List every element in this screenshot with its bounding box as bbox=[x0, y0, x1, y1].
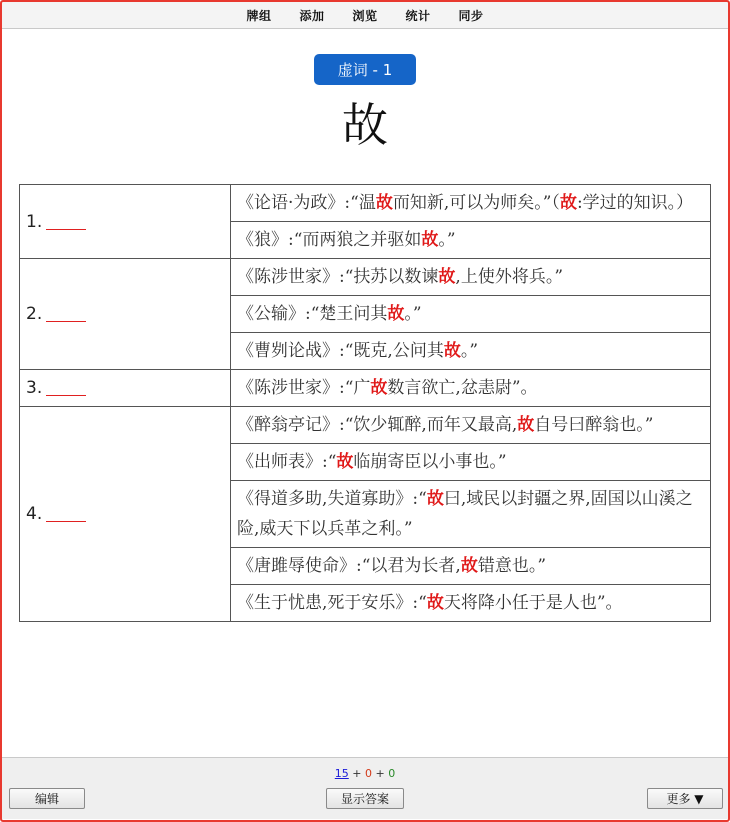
highlighted-word: 故 bbox=[426, 489, 444, 509]
meaning-number: 3. bbox=[26, 378, 43, 398]
highlighted-word: 故 bbox=[421, 230, 439, 250]
highlighted-word: 故 bbox=[387, 304, 405, 324]
nav-sync[interactable]: 同步 bbox=[458, 8, 484, 23]
meaning-number: 4. bbox=[26, 504, 43, 524]
table-row bbox=[20, 370, 711, 407]
sentence-text: 《狼》:“而两狼之并驱如 bbox=[237, 230, 422, 250]
example-sentence bbox=[231, 185, 711, 222]
top-nav-bar bbox=[2, 2, 728, 29]
sentence-text: 《醉翁亭记》:“饮少辄醉,而年又最高, bbox=[237, 415, 518, 435]
highlighted-word: 故 bbox=[559, 193, 577, 213]
sentence-text: 《曹刿论战》:“既克,公问其 bbox=[237, 341, 444, 361]
count-separator: + bbox=[352, 767, 362, 780]
sentence-text: :学过的知识。） bbox=[576, 193, 694, 213]
nav-browse[interactable]: 浏览 bbox=[352, 8, 378, 23]
example-sentence bbox=[231, 333, 711, 370]
example-sentence bbox=[231, 222, 711, 259]
nav-add[interactable]: 添加 bbox=[299, 8, 325, 23]
highlighted-word: 故 bbox=[426, 593, 444, 613]
answer-blank bbox=[46, 521, 86, 522]
sentence-text: 天将降小任于是人也”。 bbox=[443, 593, 623, 613]
sentence-text: 临崩寄臣以小事也。” bbox=[353, 452, 507, 472]
sentence-text: 《论语·为政》:“温 bbox=[237, 193, 376, 213]
count-due: 0 bbox=[388, 767, 396, 780]
count-separator: + bbox=[375, 767, 385, 780]
answer-blank bbox=[46, 229, 86, 230]
example-sentence bbox=[231, 444, 711, 481]
sentence-text: 自号曰醉翁也。” bbox=[534, 415, 654, 435]
meaning-number-cell bbox=[20, 259, 231, 370]
meaning-number-cell bbox=[20, 407, 231, 622]
answer-blank bbox=[46, 395, 86, 396]
sentence-text: 而知新,可以为师矣。”（ bbox=[392, 193, 560, 213]
example-table bbox=[19, 184, 711, 622]
sentence-text: 《得道多助,失道寡助》:“ bbox=[237, 489, 427, 509]
highlighted-word: 故 bbox=[438, 267, 456, 287]
sentence-text: 《出师表》:“ bbox=[237, 452, 337, 472]
count-new[interactable]: 15 bbox=[334, 767, 349, 780]
highlighted-word: 故 bbox=[517, 415, 535, 435]
nav-stats[interactable]: 统计 bbox=[405, 8, 431, 23]
meaning-number: 2. bbox=[26, 304, 43, 324]
example-sentence bbox=[231, 296, 711, 333]
answer-blank bbox=[46, 321, 86, 322]
table-row bbox=[20, 407, 711, 444]
sentence-text: ,上使外将兵。” bbox=[455, 267, 564, 287]
table-row bbox=[20, 259, 711, 296]
table-row bbox=[20, 185, 711, 222]
sentence-text: 数言欲亡,忿恚尉”。 bbox=[387, 378, 538, 398]
example-sentence bbox=[231, 548, 711, 585]
edit-button[interactable]: 编辑 bbox=[9, 788, 85, 809]
example-sentence bbox=[231, 370, 711, 407]
sentence-text: 《唐雎辱使命》:“以君为长者, bbox=[237, 556, 461, 576]
sentence-text: 《陈涉世家》:“扶苏以数谏 bbox=[237, 267, 439, 287]
sentence-text: 错意也。” bbox=[477, 556, 547, 576]
sentence-text: 。” bbox=[404, 304, 422, 324]
count-learning: 0 bbox=[365, 767, 372, 780]
highlighted-word: 故 bbox=[375, 193, 393, 213]
review-footer bbox=[2, 757, 728, 819]
example-sentence bbox=[231, 407, 711, 444]
highlighted-word: 故 bbox=[336, 452, 354, 472]
meaning-number-cell bbox=[20, 185, 231, 259]
sentence-text: 《公输》:“楚王问其 bbox=[237, 304, 388, 324]
example-sentence bbox=[231, 259, 711, 296]
sentence-text: 《陈涉世家》:“广 bbox=[237, 378, 371, 398]
deck-label: 虚词 - 1 bbox=[314, 54, 416, 85]
review-counts bbox=[2, 767, 728, 780]
card-word: 故 bbox=[342, 98, 388, 152]
nav-decks[interactable]: 牌组 bbox=[246, 8, 272, 23]
highlighted-word: 故 bbox=[370, 378, 388, 398]
sentence-text: 。” bbox=[460, 341, 479, 361]
meaning-number-cell bbox=[20, 370, 231, 407]
highlighted-word: 故 bbox=[443, 341, 461, 361]
example-sentence bbox=[231, 585, 711, 622]
example-sentence bbox=[231, 481, 711, 548]
highlighted-word: 故 bbox=[460, 556, 478, 576]
sentence-text: 《生于忧患,死于安乐》:“ bbox=[237, 593, 427, 613]
meaning-number: 1. bbox=[26, 211, 43, 232]
sentence-text: 。” bbox=[438, 230, 456, 250]
more-button[interactable]: 更多 ▼ bbox=[647, 788, 723, 809]
show-answer-button[interactable]: 显示答案 bbox=[326, 788, 404, 809]
sentence-text: 曰,域民以封疆之界,固国以山溪之险,威天下以兵革之利。” bbox=[237, 489, 693, 539]
